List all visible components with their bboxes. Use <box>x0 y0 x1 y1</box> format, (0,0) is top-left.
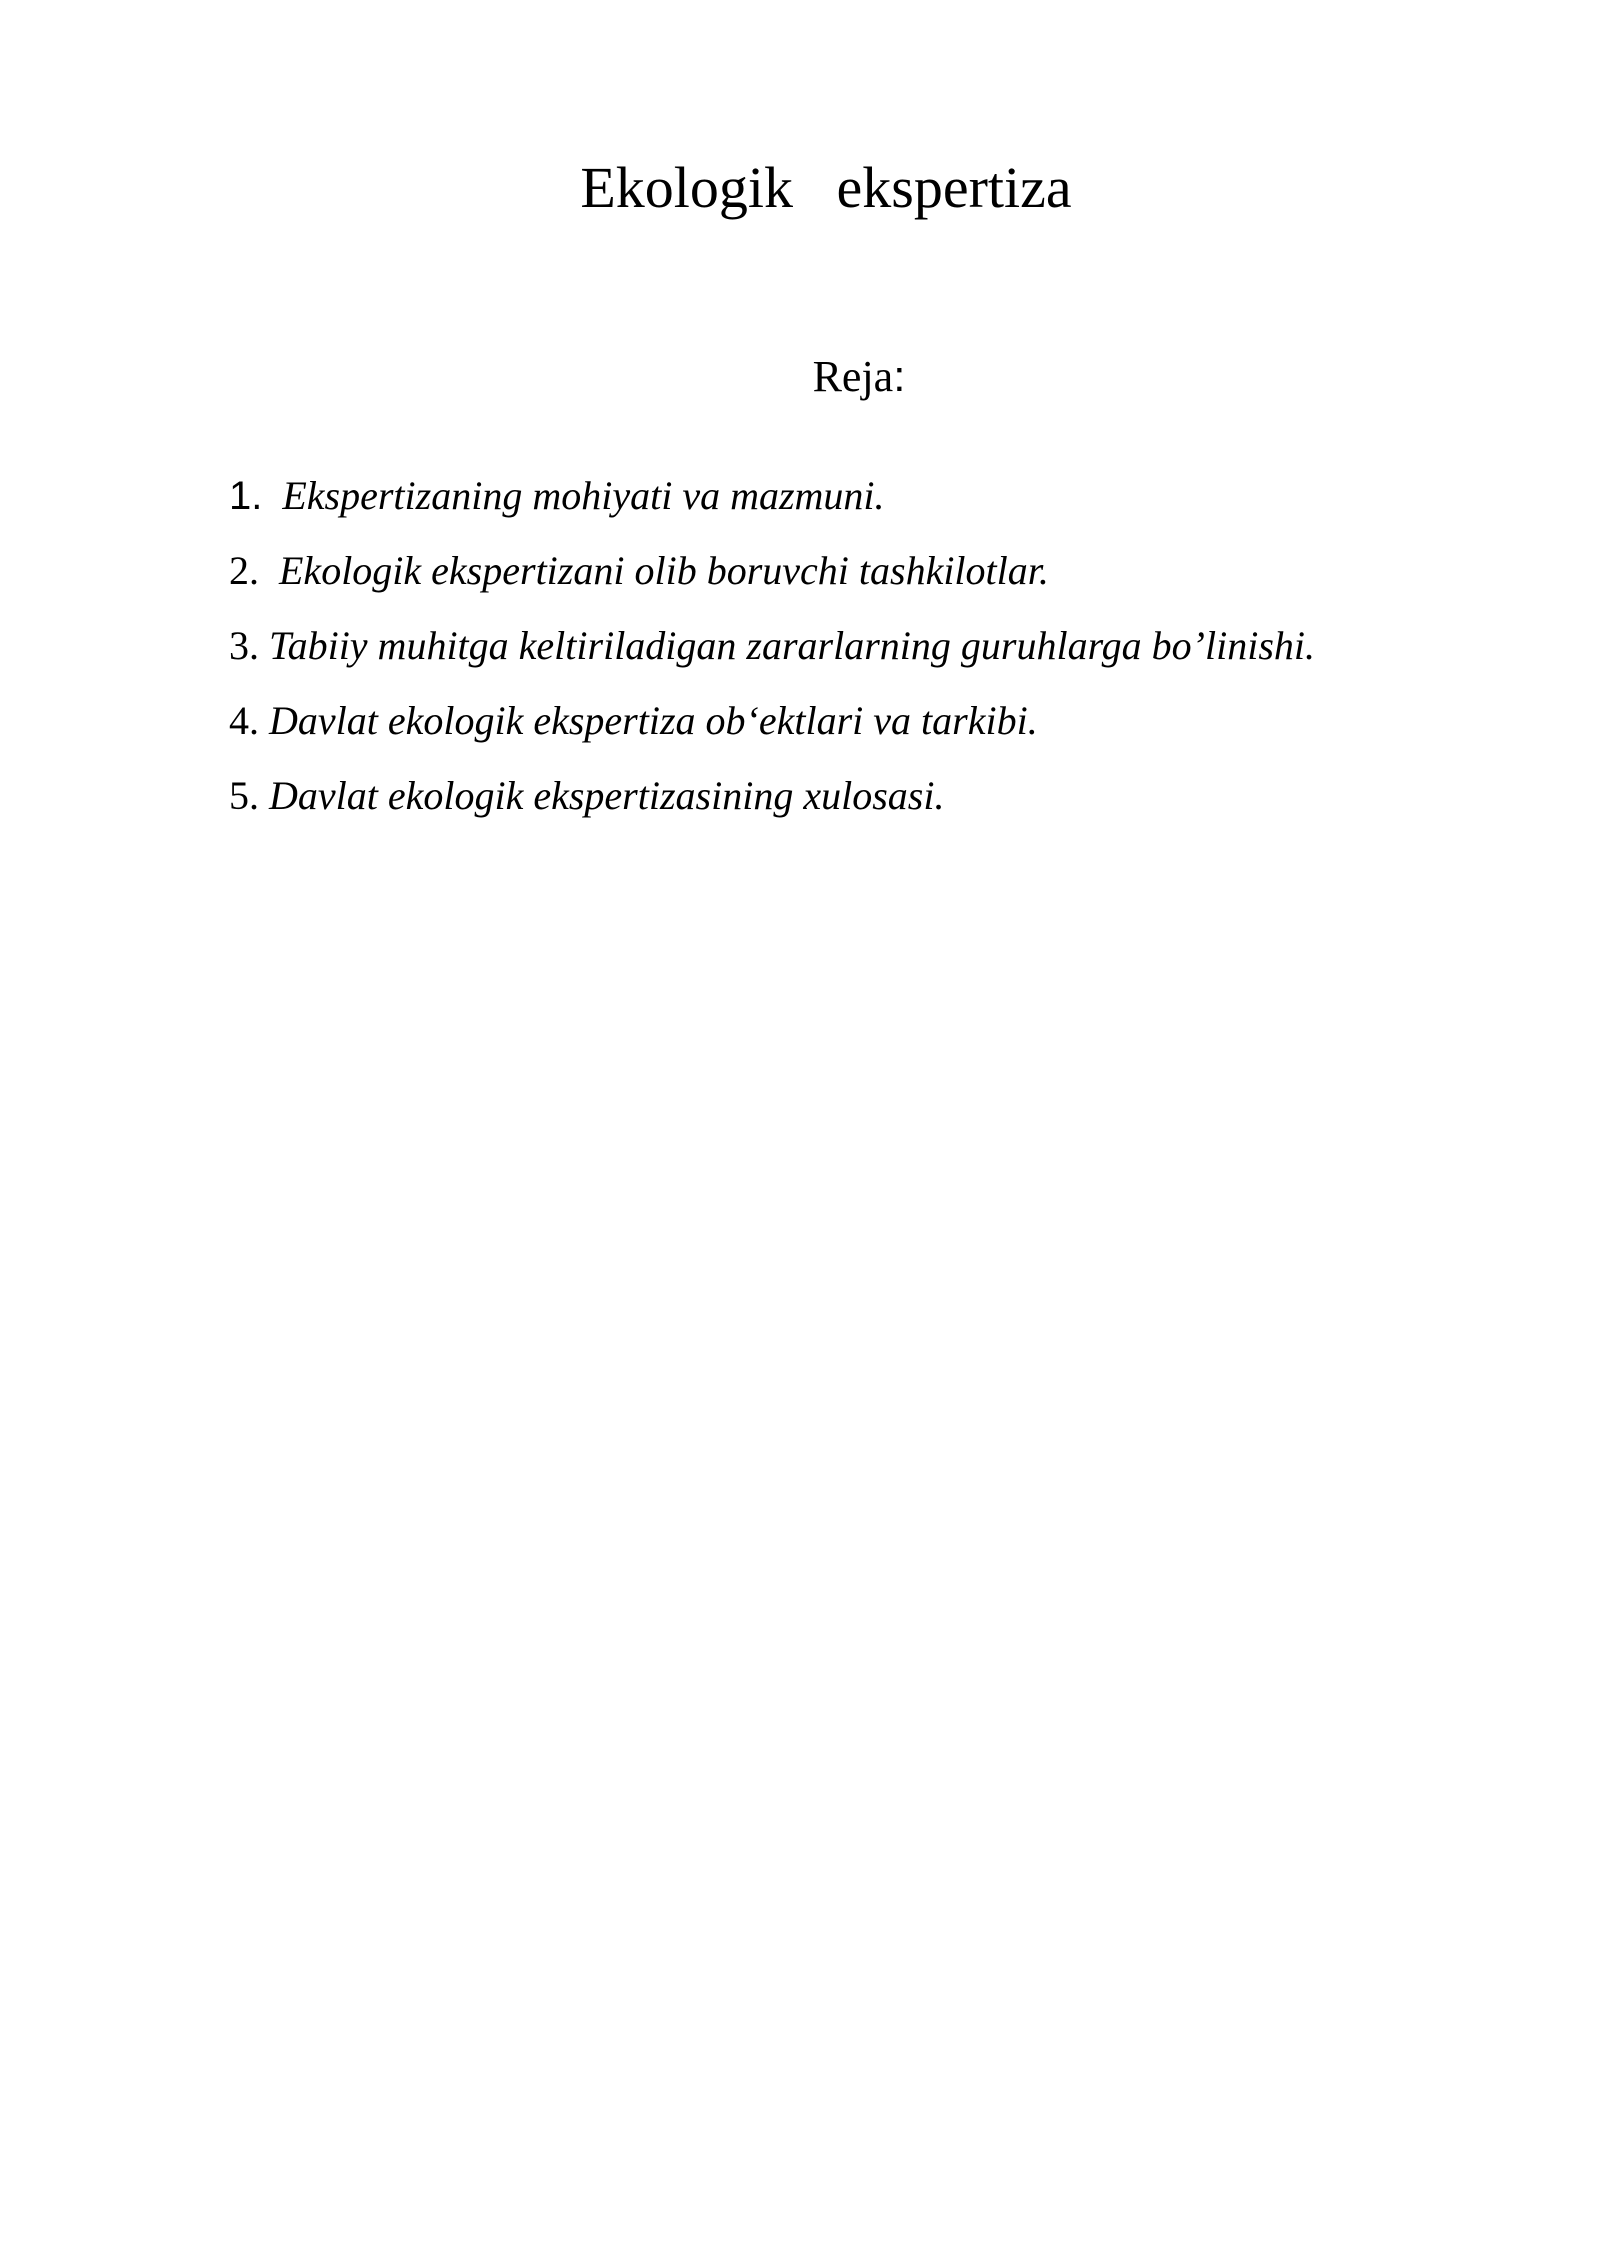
plan-heading <box>0 347 1600 407</box>
plan-item-text: Davlat ekologik ekspertizasining xulosasi. <box>269 773 945 818</box>
plan-item-number: 4. <box>229 698 259 743</box>
plan-list <box>229 466 1529 841</box>
document-title: Ekologik ekspertiza <box>580 155 1072 220</box>
plan-item-text: Ekologik ekspertizani olib boruvchi tashkilotlar. <box>279 548 1049 593</box>
plan-item-4 <box>229 691 1529 766</box>
plan-item-5 <box>229 766 1529 841</box>
plan-item-number: 2. <box>229 548 259 593</box>
plan-item-3 <box>229 616 1529 691</box>
plan-heading-label: Reja <box>812 352 894 401</box>
plan-item-text: Tabiiy muhitga keltiriladigan zararlarning guruhlarga bo’linishi. <box>269 623 1316 668</box>
plan-item-number: 5. <box>229 773 259 818</box>
plan-item-text: Ekspertizaning mohiyati va mazmuni. <box>282 473 885 518</box>
plan-item-number: 3. <box>229 623 259 668</box>
plan-item-number: 1. <box>229 474 263 518</box>
plan-heading-colon: : <box>893 352 906 401</box>
plan-item-text: Davlat ekologik ekspertiza ob‘ektlari va tarkibi. <box>269 698 1038 743</box>
plan-item-1 <box>229 466 1529 541</box>
plan-item-2 <box>229 541 1529 616</box>
